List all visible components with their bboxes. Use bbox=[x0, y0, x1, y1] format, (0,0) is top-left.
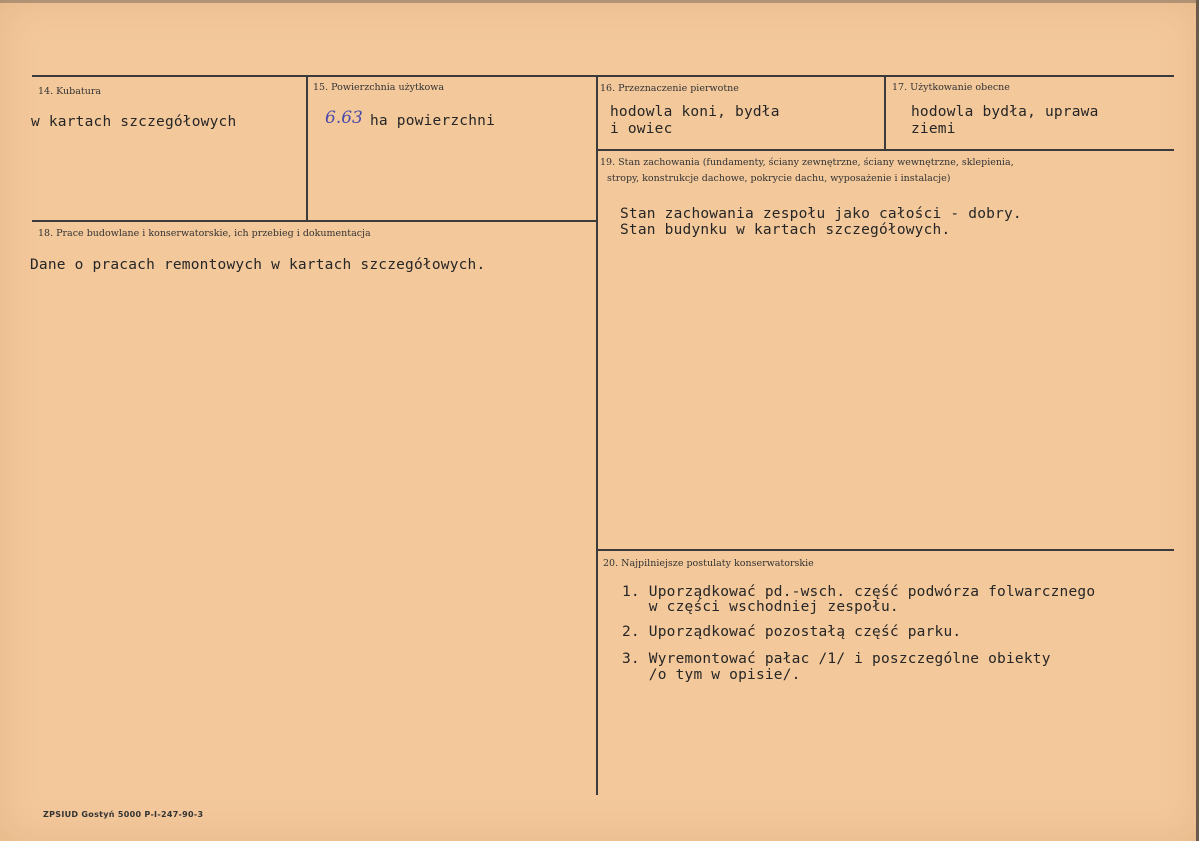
field-14-value: w kartach szczegółowych bbox=[31, 114, 237, 130]
field-17-line-1: hodowla bydła, uprawa bbox=[911, 104, 1099, 120]
field-18-label: 18. Prace budowlane i konserwatorskie, ich przebieg i dokumentacja bbox=[38, 228, 371, 239]
field-15-label: 15. Powierzchnia użytkowa bbox=[313, 82, 445, 93]
rule-below-14-15 bbox=[32, 220, 596, 222]
field-19-label-line-2: stropy, konstrukcje dachowe, pokrycie dachu, wyposażenie i instalacje) bbox=[607, 173, 951, 184]
field-16-line-1: hodowla koni, bydła bbox=[610, 104, 780, 120]
divider-main bbox=[596, 75, 598, 795]
field-15-handwritten: 6.63 bbox=[325, 108, 363, 128]
field-17-label: 17. Użytkowanie obecne bbox=[892, 82, 1010, 93]
card-top-edge bbox=[0, 0, 1199, 3]
field-16-line-2: i owiec bbox=[610, 121, 673, 137]
print-footer: ZPSIUD Gostyń 5000 P-I-247-90-3 bbox=[43, 810, 204, 819]
field-17-line-2: ziemi bbox=[911, 121, 956, 137]
field-19-line-2: Stan budynku w kartach szczegółowych. bbox=[620, 222, 951, 238]
divider-16-17 bbox=[884, 75, 886, 150]
postulate-3-line-1: 3. Wyremontować pałac /1/ i poszczególne obiekty bbox=[622, 651, 1051, 667]
field-15-value: ha powierzchni bbox=[370, 113, 496, 129]
postulate-2-line-1: 2. Uporządkować pozostałą część parku. bbox=[622, 624, 962, 640]
field-18-value: Dane o pracach remontowych w kartach szczegółowych. bbox=[30, 257, 486, 273]
field-20-label: 20. Najpilniejsze postulaty konserwatorskie bbox=[603, 558, 814, 569]
postulate-3-line-2: /o tym w opisie/. bbox=[622, 667, 801, 683]
field-19-line-1: Stan zachowania zespołu jako całości - dobry. bbox=[620, 206, 1022, 222]
field-16-label: 16. Przeznaczenie pierwotne bbox=[600, 83, 739, 94]
postulate-1-line-2: w części wschodniej zespołu. bbox=[622, 599, 899, 615]
divider-14-15 bbox=[306, 75, 308, 221]
rule-above-20 bbox=[596, 549, 1174, 551]
field-19-label-line-1: 19. Stan zachowania (fundamenty, ściany zewnętrzne, ściany wewnętrzne, sklepienia, bbox=[600, 157, 1014, 168]
postulate-1-line-1: 1. Uporządkować pd.-wsch. część podwórza folwarcznego bbox=[622, 584, 1096, 600]
field-14-label: 14. Kubatura bbox=[38, 86, 102, 97]
top-rule bbox=[32, 75, 1174, 77]
